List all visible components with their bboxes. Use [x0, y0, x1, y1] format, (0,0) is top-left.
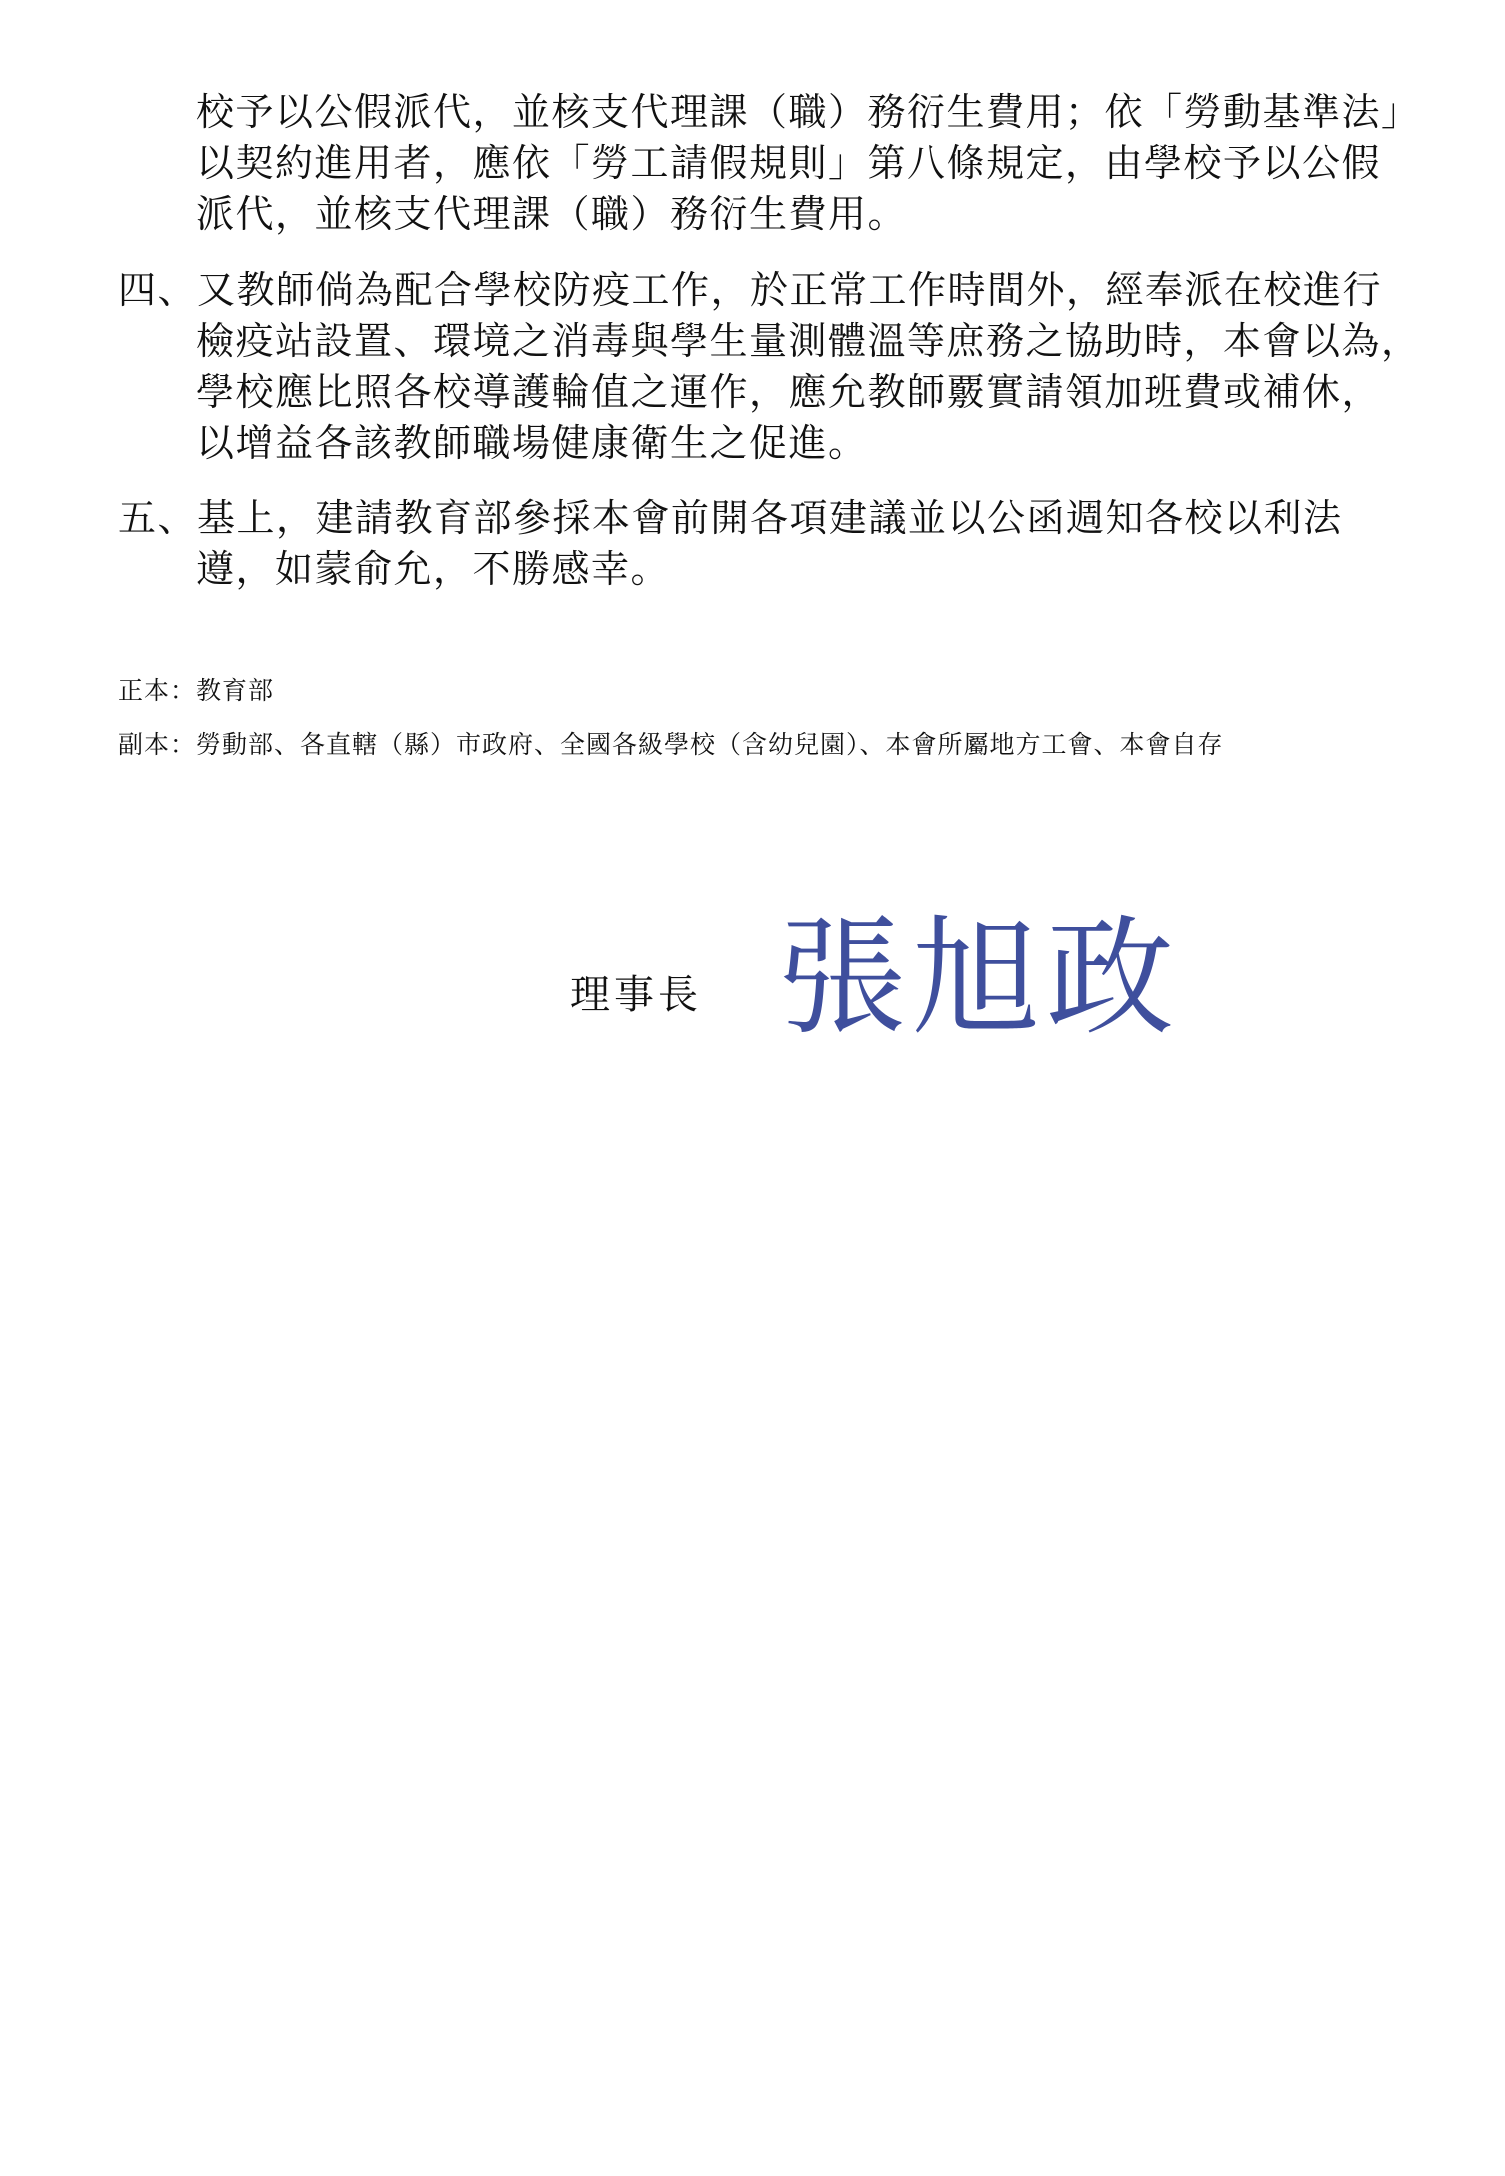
paragraph-line: 以契約進用者，應依「勞工請假規則」第八條規定，由學校予以公假 — [196, 141, 1382, 185]
paragraph-line: 學校應比照各校導護輪值之運作，應允教師覈實請領加班費或補休， — [196, 370, 1382, 414]
paragraph-line: 以增益各該教師職場健康衛生之促進。 — [196, 421, 868, 465]
signature-text: 張旭政 — [778, 904, 1181, 1053]
chairperson-title: 理事長 — [570, 972, 702, 1018]
paragraph-line: 遵，如蒙俞允，不勝感幸。 — [196, 547, 671, 591]
signature-image — [778, 900, 1218, 1060]
paragraph-line: 派代，並核支代理課（職）務衍生費用。 — [196, 192, 908, 236]
carbon-copy: 副本：勞動部、各直轄（縣）市政府、全國各級學校（含幼兒園）、本會所屬地方工會、本會自存 — [118, 730, 1224, 759]
paragraph-line: 檢疫站設置、環境之消毒與學生量測體溫等庶務之協助時，本會以為， — [196, 319, 1421, 363]
original-copy: 正本：教育部 — [118, 676, 275, 705]
paragraph-line: 五、基上，建請教育部參採本會前開各項建議並以公函週知各校以利法 — [118, 496, 1343, 540]
paragraph-line: 四、又教師倘為配合學校防疫工作，於正常工作時間外，經奉派在校進行 — [118, 268, 1383, 312]
paragraph-line: 校予以公假派代，並核支代理課（職）務衍生費用；依「勞動基準法」 — [196, 90, 1421, 134]
